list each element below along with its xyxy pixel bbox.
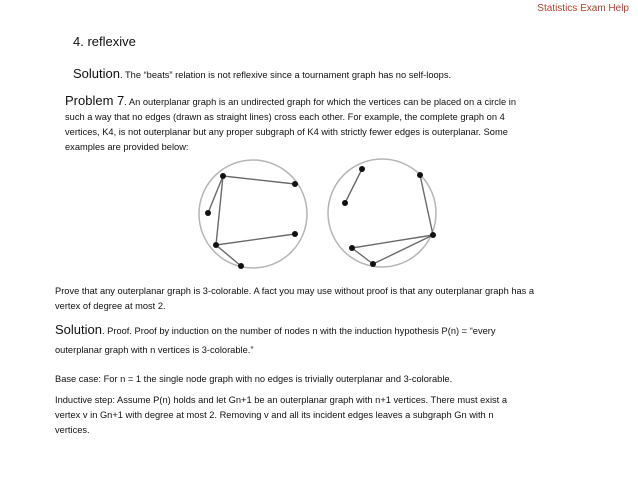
graph-edge: [352, 248, 373, 264]
outerplanar-graph-figure: [195, 158, 455, 270]
graph-edge: [345, 169, 362, 203]
inductive-line: vertices.: [55, 425, 90, 435]
prove-line: vertex of degree at most 2.: [55, 301, 166, 311]
inductive-line: vertex v in Gn+1 with degree at most 2. Removing v and all its incident edges leaves a subgraph Gn with n: [55, 410, 494, 420]
problem-7-paragraph: [65, 93, 516, 155]
problem-7-line: vertices, K4, is not outerplanar but any proper subgraph of K4 with strictly fewer edges is outerplanar. Some: [65, 127, 508, 137]
solution-4-text: . The “beats” relation is not reflexive since a tournament graph has no self-loops.: [119, 70, 452, 80]
graph-edge: [216, 234, 295, 245]
graph-node: [359, 166, 365, 172]
problem-7-line: . An outerplanar graph is an undirected graph for which the vertices can be placed on a circle in: [124, 97, 516, 107]
graph-node: [205, 210, 211, 216]
graph-circle: [199, 160, 307, 268]
graph-node: [213, 242, 219, 248]
problem-7-line: examples are provided below:: [65, 142, 189, 152]
inductive-line: Inductive step: Assume P(n) holds and let Gn+1 be an outerplanar graph with n+1 vertices. There must exist a: [55, 395, 508, 405]
header-label: Statistics Exam Help: [537, 3, 629, 14]
solution-4-paragraph: [73, 66, 451, 83]
graph-node: [430, 232, 436, 238]
graph-node: [417, 172, 423, 178]
base-case-paragraph: Base case: For n = 1 the single node graph with no edges is trivially outerplanar and 3-colorable.: [55, 374, 453, 384]
solution-line: outerplanar graph with n vertices is 3-colorable.”: [55, 345, 254, 355]
graph-node: [349, 245, 355, 251]
graph-node: [342, 200, 348, 206]
graph-node: [292, 231, 298, 237]
solution-4-heading: Solution: [73, 66, 120, 81]
item-4-label: 4. reflexive: [73, 34, 136, 49]
graph-node: [370, 261, 376, 267]
prove-line: Prove that any outerplanar graph is 3-colorable. A fact you may use without proof is that any outerplanar graph has a: [55, 286, 535, 296]
graph-edge: [223, 176, 295, 184]
graph-edge: [420, 175, 433, 235]
solution-heading: Solution: [55, 322, 102, 337]
graph-node: [220, 173, 226, 179]
graph-node: [292, 181, 298, 187]
problem-7-heading: Problem 7: [65, 93, 125, 108]
solution-paragraph: [55, 320, 496, 360]
problem-7-line: such a way that no edges (drawn as straight lines) cross each other. For example, the complete graph on 4: [65, 112, 505, 122]
graph-node: [238, 263, 244, 269]
inductive-step-paragraph: [55, 393, 507, 438]
prove-paragraph: [55, 284, 534, 314]
solution-line: . Proof. Proof by induction on the number of nodes n with the induction hypothesis P(n) = “every: [101, 326, 496, 336]
